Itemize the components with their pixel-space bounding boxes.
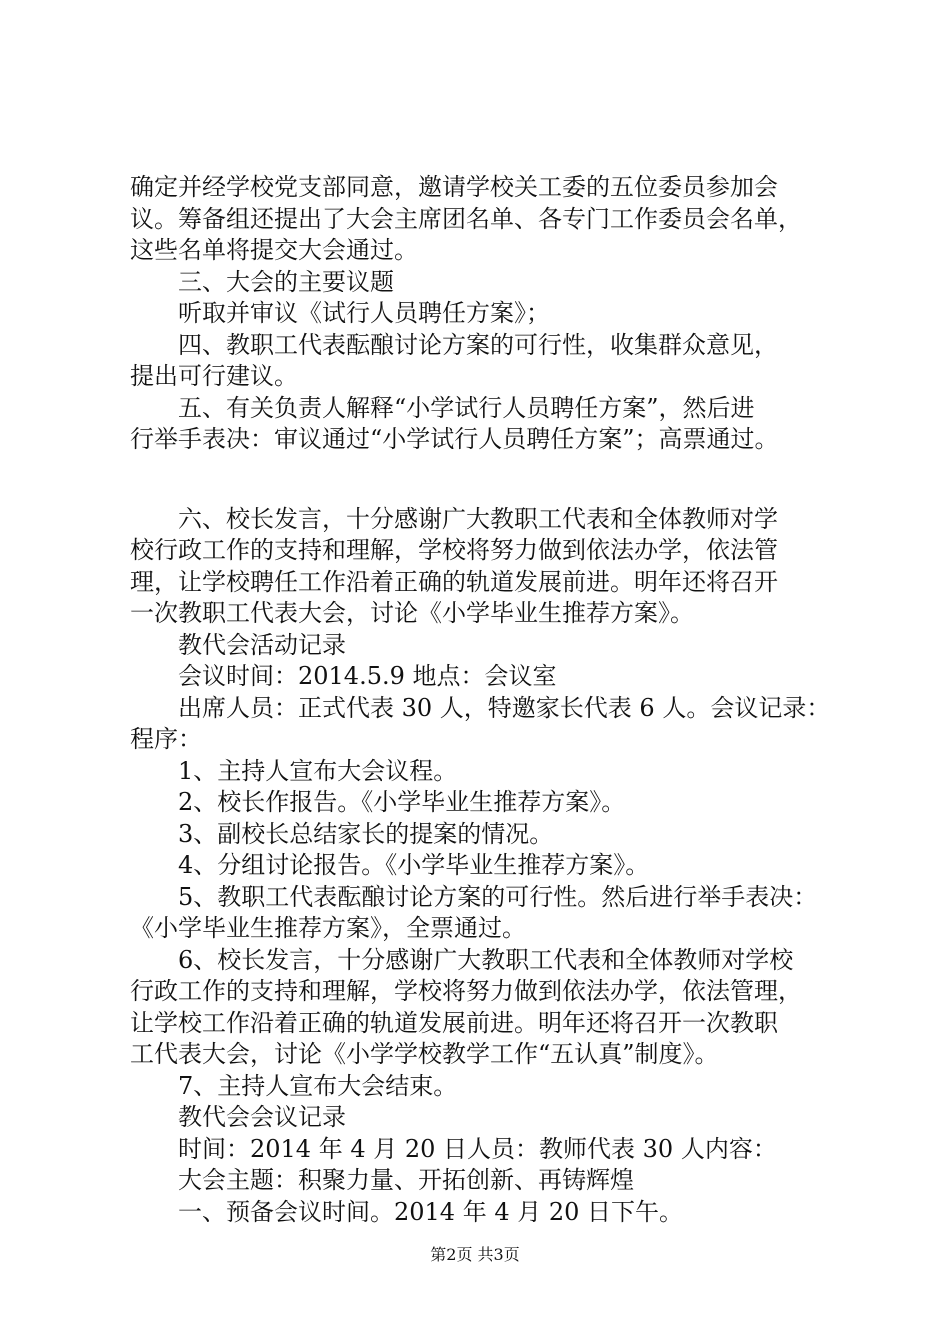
text-line: 1、主持人宣布大会议程。 (178, 756, 458, 785)
text-line: 《小学毕业生推荐方案》，全票通过。 (130, 914, 526, 942)
text-line: 一次教职工代表大会，讨论《小学毕业生推荐方案》。 (130, 599, 694, 627)
text-line: 6、校长发言，十分感谢广大教职工代表和全体教师对学校 (178, 945, 794, 974)
text-line: 提出可行建议。 (130, 362, 298, 390)
text-line: 教代会活动记录 (178, 630, 346, 659)
text-line: 时间：2014 年 4 月 20 日人员：教师代表 30 人内容： (178, 1134, 777, 1163)
text-line: 程序： (130, 725, 202, 753)
text-line: 议。筹备组还提出了大会主席团名单、各专门工作委员会名单， (130, 204, 802, 233)
text-line: 3、副校长总结家长的提案的情况。 (178, 819, 554, 848)
text-line: 4、分组讨论报告。《小学毕业生推荐方案》。 (178, 851, 650, 879)
text-line: 五、有关负责人解释“小学试行人员聘任方案”，然后进 (178, 393, 755, 422)
text-line: 行政工作的支持和理解，学校将努力做到依法办学，依法管理， (130, 977, 802, 1005)
text-line: 让学校工作沿着正确的轨道发展前进。明年还将召开一次教职 (130, 1008, 778, 1037)
text-line: 六、校长发言，十分感谢广大教职工代表和全体教师对学 (178, 504, 778, 533)
text-line: 这些名单将提交大会通过。 (130, 236, 418, 264)
text-line: 校行政工作的支持和理解，学校将努力做到依法办学，依法管 (130, 536, 778, 564)
text-line: 会议时间：2014.5.9 地点：会议室 (178, 662, 557, 690)
text-line: 工代表大会，讨论《小学学校教学工作“五认真”制度》。 (130, 1040, 719, 1068)
text-line: 确定并经学校党支部同意，邀请学校关工委的五位委员参加会 (130, 173, 778, 201)
page-footer: 第2页 共3页 (430, 1245, 520, 1264)
text-line: 行举手表决：审议通过“小学试行人员聘任方案”；高票通过。 (130, 425, 779, 453)
paragraph-gap (130, 456, 850, 504)
text-line: 教代会会议记录 (178, 1103, 346, 1131)
text-line: 一、预备会议时间。2014 年 4 月 20 日下午。 (178, 1197, 684, 1226)
text-line: 7、主持人宣布大会结束。 (178, 1071, 458, 1100)
text-line: 三、大会的主要议题 (178, 267, 394, 296)
text-line: 理，让学校聘任工作沿着正确的轨道发展前进。明年还将召开 (130, 567, 778, 596)
text-line: 四、教职工代表酝酿讨论方案的可行性，收集群众意见， (178, 330, 778, 359)
text-line: 出席人员：正式代表 30 人，特邀家长代表 6 人。会议记录： (178, 693, 831, 722)
text-line: 2、校长作报告。《小学毕业生推荐方案》。 (178, 788, 626, 816)
text-line: 大会主题：积聚力量、开拓创新、再铸辉煌 (178, 1166, 634, 1194)
text-line: 听取并审议《试行人员聘任方案》； (178, 299, 550, 327)
text-line: 5、教职工代表酝酿讨论方案的可行性。然后进行举手表决： (178, 882, 818, 911)
document-body (130, 172, 850, 1228)
